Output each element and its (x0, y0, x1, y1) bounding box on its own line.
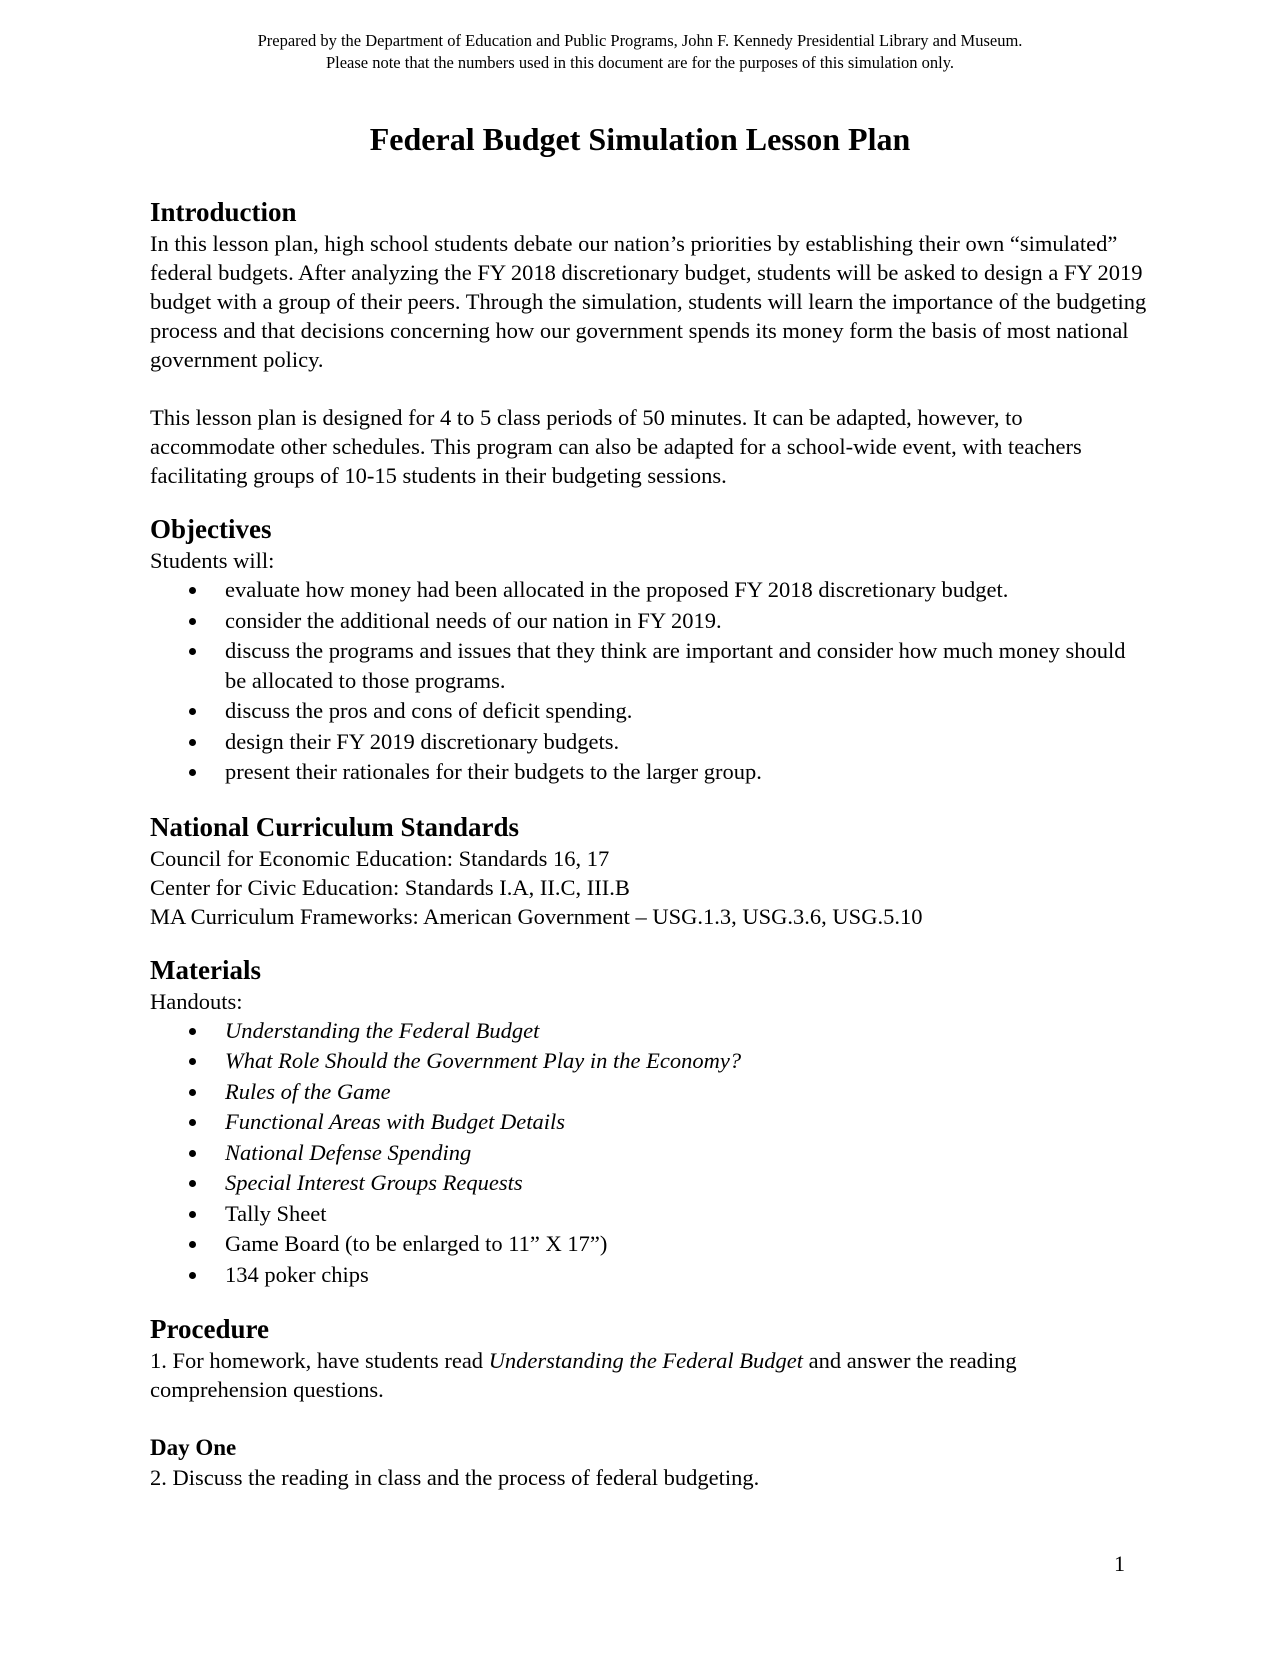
header-line-2: Please note that the numbers used in this document are for the purposes of this simulation only. (325, 53, 955, 72)
procedure-heading: Procedure (150, 1314, 269, 1344)
standards-heading: National Curriculum Standards (150, 811, 520, 842)
page-number: 1 (1114, 1551, 1125, 1576)
procedure-step-1: 1. For homework, have students read Understanding the Federal Budget and answer the reading comprehension questions. (150, 1348, 1017, 1402)
bullet-icon (189, 648, 196, 655)
list-item: present their rationales for their budgets to the larger group. (150, 757, 1150, 787)
introduction-heading: Introduction (150, 197, 297, 227)
bullet-icon (189, 1058, 196, 1065)
bullet-icon (189, 1119, 196, 1126)
bullet-icon (189, 618, 196, 625)
list-item: consider the additional needs of our nation in FY 2019. (150, 606, 1150, 636)
bullet-icon (189, 1211, 196, 1218)
bullet-icon (189, 739, 196, 746)
list-item: National Defense Spending (150, 1138, 1150, 1168)
materials-intro: Handouts: (150, 988, 243, 1014)
bullet-icon (189, 1272, 196, 1279)
list-item: Understanding the Federal Budget (150, 1016, 1150, 1046)
introduction-paragraph-2: This lesson plan is designed for 4 to 5 class periods of 50 minutes. It can be adapted, however, to accommodate other schedules. This program can also be adapted for a school-wide event, with teachers facilitating groups of 10-15 students in their budgeting sessions. (150, 405, 1082, 488)
bullet-icon (189, 1241, 196, 1248)
standards-line-3: MA Curriculum Frameworks: American Government – USG.1.3, USG.3.6, USG.5.10 (150, 903, 923, 929)
list-item: discuss the pros and cons of deficit spending. (150, 696, 1150, 726)
bullet-icon (189, 1150, 196, 1157)
bullet-icon (189, 1180, 196, 1187)
procedure-step-2: 2. Discuss the reading in class and the process of federal budgeting. (150, 1465, 760, 1490)
list-item: Tally Sheet (150, 1199, 1150, 1229)
list-item: Special Interest Groups Requests (150, 1168, 1150, 1198)
objectives-section (150, 512, 1150, 787)
bullet-icon (189, 769, 196, 776)
document-body (150, 195, 1150, 1492)
bullet-icon (189, 1028, 196, 1035)
materials-list (150, 1016, 1150, 1290)
bullet-icon (189, 587, 196, 594)
header-line-1: Prepared by the Department of Education and Public Programs, John F. Kennedy Presidential Library and Museum. (257, 31, 1023, 50)
materials-heading: Materials (150, 954, 261, 985)
materials-section (150, 953, 1150, 1290)
day-one-heading: Day One (150, 1435, 237, 1460)
list-item: 134 poker chips (150, 1260, 1150, 1290)
list-item: Functional Areas with Budget Details (150, 1107, 1150, 1137)
procedure-section (150, 1312, 1150, 1492)
standards-line-1: Council for Economic Education: Standards 16, 17 (150, 845, 610, 871)
list-item: What Role Should the Government Play in the Economy? (150, 1046, 1150, 1076)
header-note (0, 30, 1280, 74)
document-title: Federal Budget Simulation Lesson Plan (369, 121, 911, 157)
standards-section (150, 810, 1150, 931)
list-item: Rules of the Game (150, 1077, 1150, 1107)
objectives-heading: Objectives (150, 514, 272, 544)
introduction-paragraph-1: In this lesson plan, high school students debate our nation’s priorities by establishing their own “simulated” federal budgets. After analyzing the FY 2018 discretionary budget, students will be asked to design a FY 2019 budget with a group of their peers. Through the simulation, students will learn the importance of the budgeting process and that decisions concerning how our government spends its money form the basis of most national government policy. (150, 231, 1147, 372)
bullet-icon (189, 708, 196, 715)
objectives-list (150, 575, 1150, 787)
list-item: Game Board (to be enlarged to 11” X 17”) (150, 1229, 1150, 1259)
list-item: evaluate how money had been allocated in the proposed FY 2018 discretionary budget. (150, 575, 1150, 605)
introduction-section (150, 195, 1150, 490)
bullet-icon (189, 1089, 196, 1096)
standards-line-2: Center for Civic Education: Standards I.A, II.C, III.B (150, 874, 630, 900)
list-item: design their FY 2019 discretionary budgets. (150, 727, 1150, 757)
list-item: discuss the programs and issues that they think are important and consider how much money should be allocated to those programs. (150, 636, 1150, 695)
objectives-intro: Students will: (150, 548, 275, 573)
